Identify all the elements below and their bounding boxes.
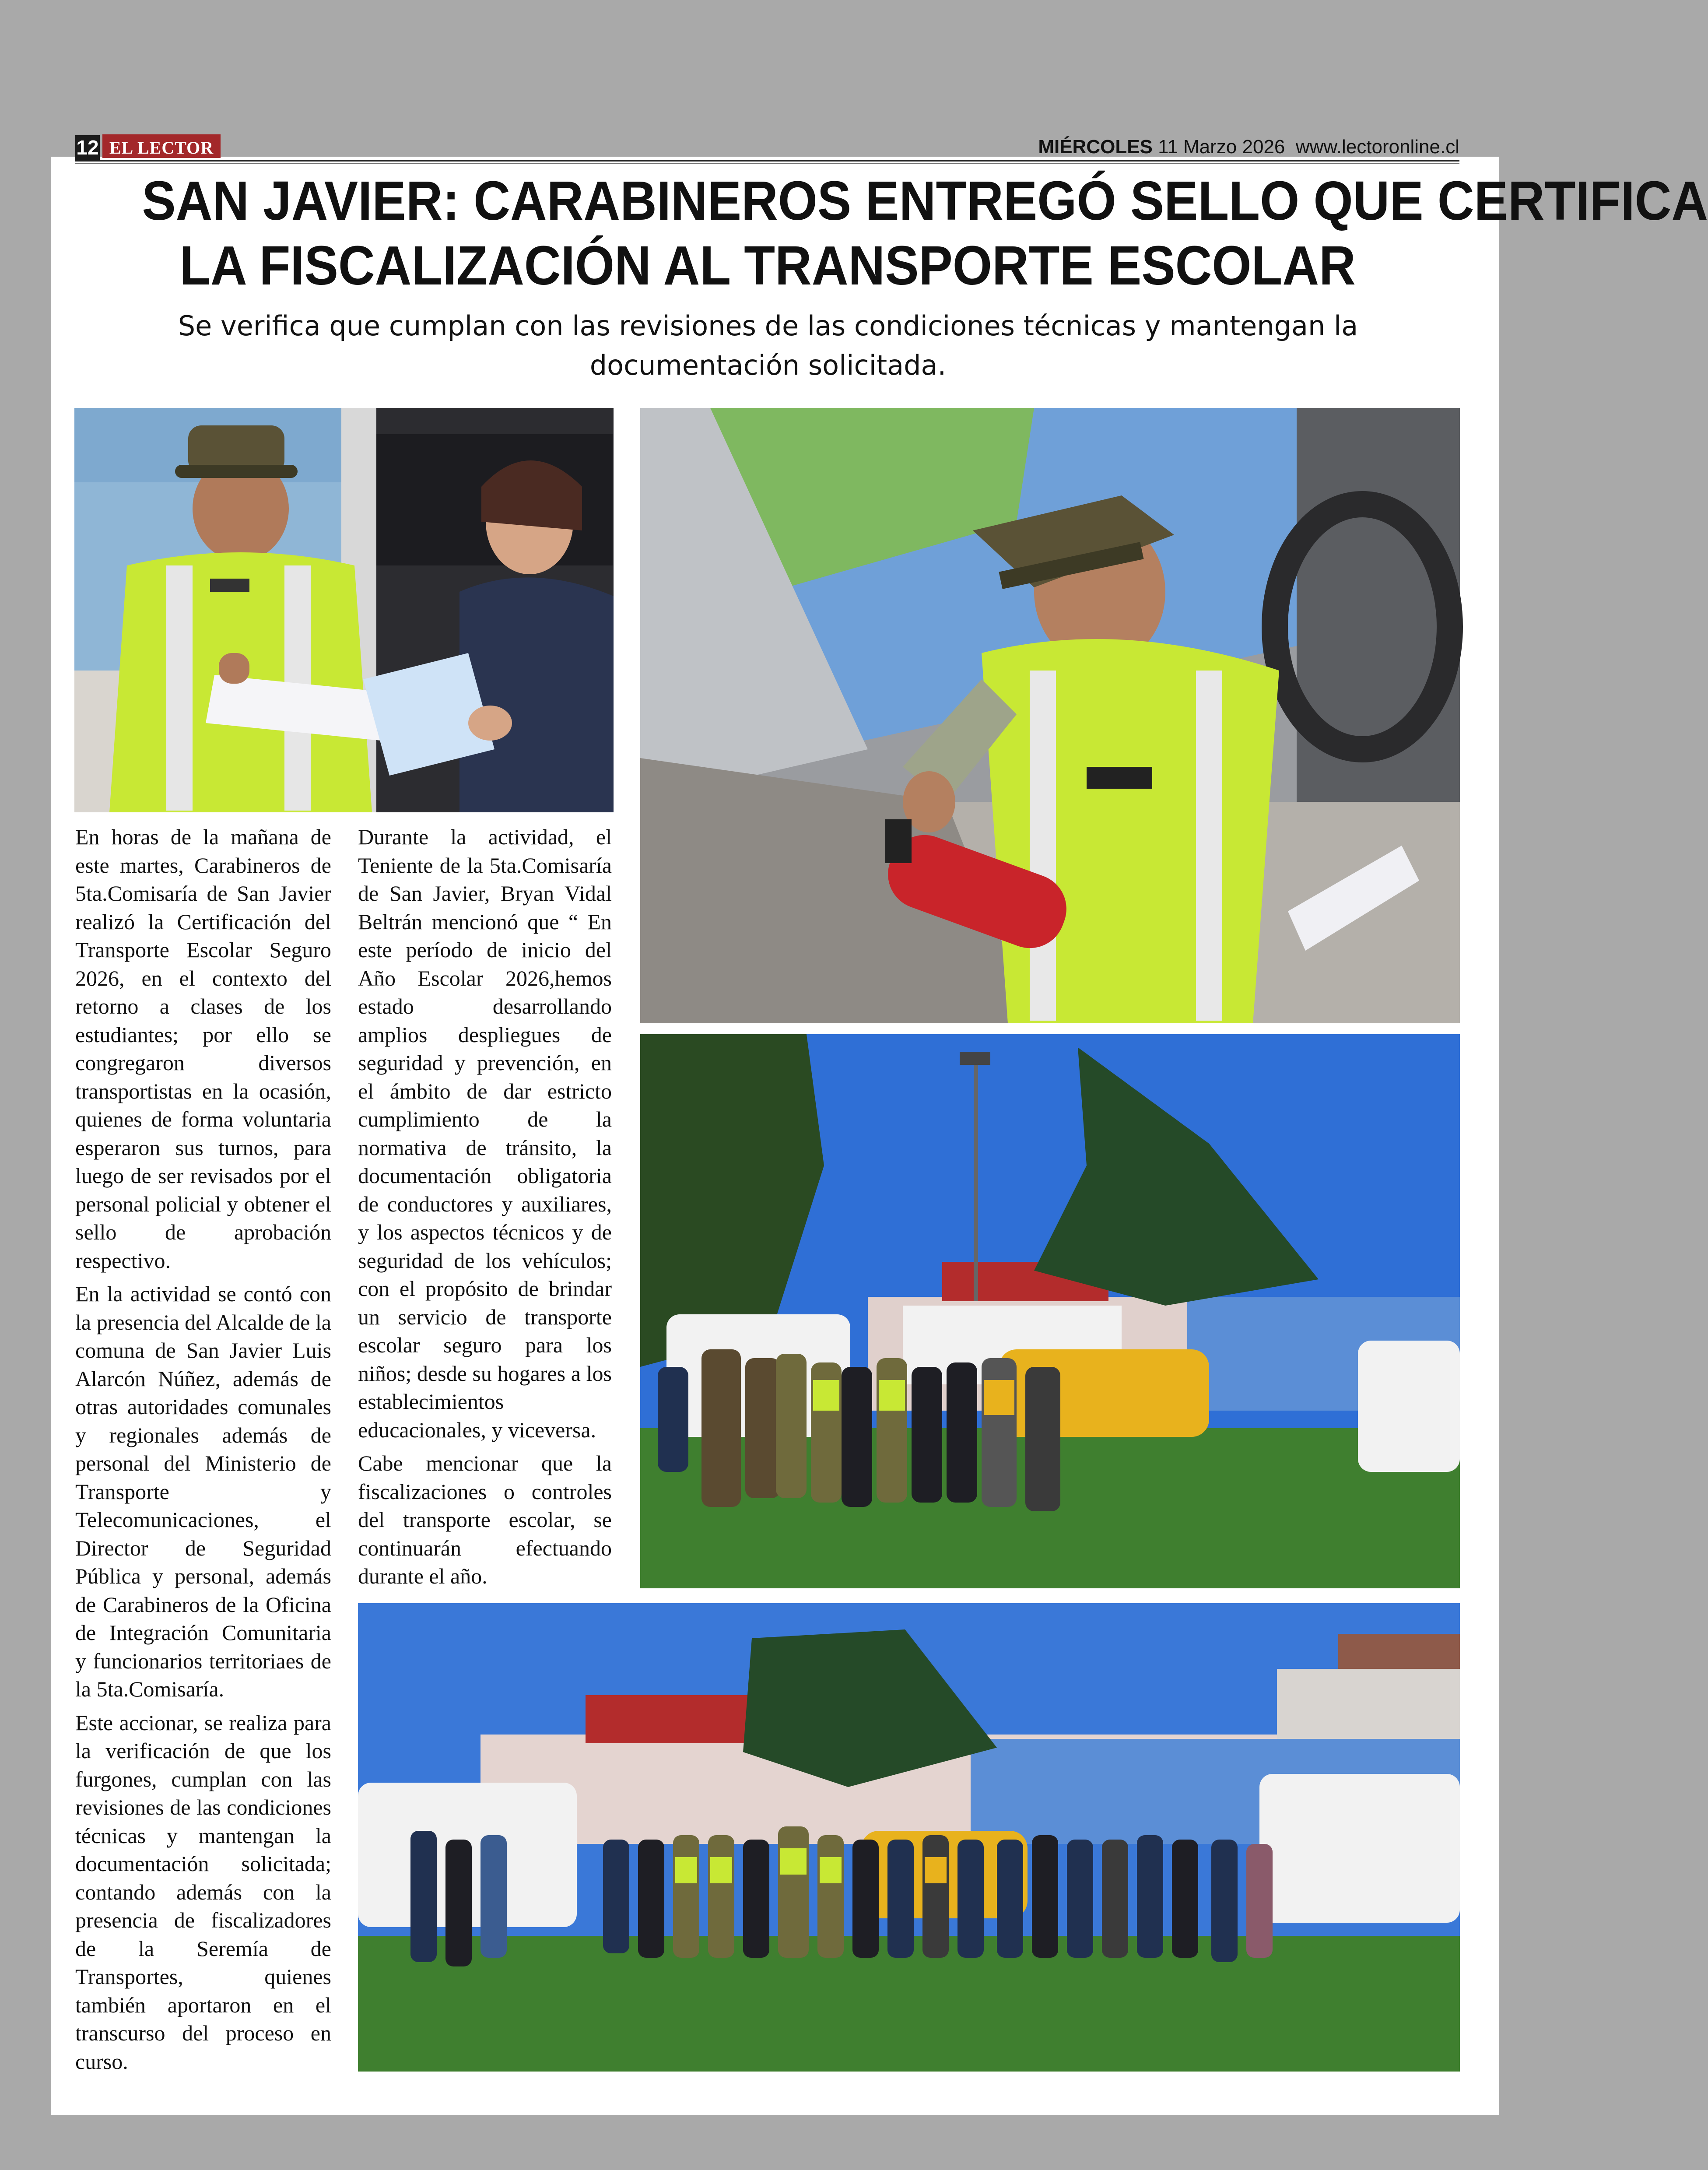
- headline-line-2: LA FISCALIZACIÓN AL TRANSPORTE ESCOLAR: [179, 235, 1356, 296]
- header-rule-thin: [75, 163, 1459, 164]
- newspaper-logo: EL LECTOR: [102, 138, 221, 158]
- column-1-paragraph-2: En la actividad se contó con la presencia del Alcalde de la comuna de San Javier Luis Alarcón Núñez, además de otras autoridades comunales y regionales además de personal del Ministerio de Transporte y Telecomunicaciones, el Director de Seguridad Pública y personal, además de Carabineros de la Oficina de Integración Comunitaria y funcionarios territoriaes de la 5ta.Comisaría.: [75, 1282, 331, 1701]
- logo-bar: [102, 134, 221, 138]
- headline: [142, 169, 1708, 298]
- header-rule: [75, 160, 1459, 162]
- page-number: 12: [75, 135, 100, 160]
- photo-large-group: [358, 1603, 1460, 2072]
- article-column-1: [75, 823, 331, 2081]
- photo-group-stadium: [640, 1034, 1460, 1588]
- date-line: [1038, 136, 1459, 158]
- column-1-paragraph-1: En horas de la mañana de este martes, Carabineros de 5ta.Comisaría de San Javier realizó la Certificación del Transporte Escolar Seguro 2026, en el contexto del retorno a clases de los estudiantes; por ello se congregaron diversos transportistas en la ocasión, quienes de forma voluntaria esperaron sus turnos, para luego de ser revisados por el personal policial y obtener el sello de aprobación respectivo.: [75, 825, 331, 1273]
- headline-line-1: SAN JAVIER: CARABINEROS ENTREGÓ SELLO QUE CERTIFICA: [142, 170, 1708, 232]
- column-2-paragraph-1: Durante la actividad, el Teniente de la 5ta.Comisaría de San Javier, Bryan Vidal Beltrán mencionó que “ En este período de inicio del Año Escolar 2026,hemos estado desarrollando amplios despliegues de seguridad y prevención, en el ámbito de dar estricto cumplimiento de la normativa de tránsito, la documentación obligatoria de conductores y auxiliares, y los aspectos técnicos y de seguridad de los vehículos; con el propósito de brindar un servicio de transporte escolar seguro para los niños; desde su hogares a los establecimientos educacionales, y viceversa.: [358, 825, 612, 1442]
- column-2-paragraph-2: Cabe mencionar que la fiscalizaciones o controles del transporte escolar, se continuarán efectuando durante el año.: [358, 1451, 612, 1588]
- subheadline: [166, 306, 1370, 385]
- website-link[interactable]: www.lectoronline.cl: [1295, 136, 1459, 158]
- page-header: [75, 133, 1459, 160]
- photo-officer-clipboard: [74, 408, 614, 812]
- photo-fire-extinguisher-inspection: [640, 408, 1460, 1023]
- weekday: MIÉRCOLES: [1038, 136, 1153, 158]
- article-column-2: [358, 823, 612, 1596]
- column-1-paragraph-3: Este accionar, se realiza para la verificación de que los furgones, cumplan con las revisiones de las condiciones técnicas y mantengan la documentación solicitada; contando además con la presencia de fiscalizadores de la Seremía de Transportes, quienes también aportaron en el transcurso del proceso en curso.: [75, 1710, 331, 2074]
- subhead-line-2: documentación solicitada.: [589, 349, 947, 381]
- issue-date: 11 Marzo 2026: [1158, 136, 1285, 158]
- subhead-line-1: Se verifica que cumplan con las revisiones de las condiciones técnicas y mantengan la: [178, 310, 1358, 342]
